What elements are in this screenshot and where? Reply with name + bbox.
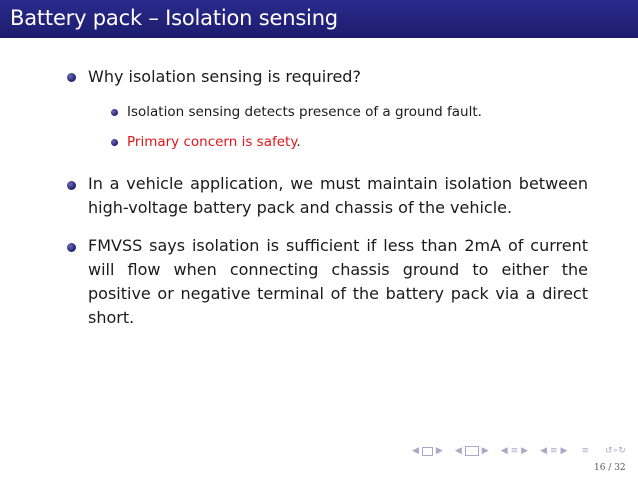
nav-right-icon[interactable]: ▶ bbox=[521, 446, 529, 456]
subbullet-2 bbox=[127, 132, 301, 152]
bullet-1-text: Why isolation sensing is required? bbox=[88, 67, 361, 86]
bullet-icon bbox=[67, 181, 76, 190]
nav-section-icon[interactable]: ≡ bbox=[510, 446, 519, 456]
nav-right-icon[interactable]: ▶ bbox=[481, 446, 489, 456]
subbullet-2-highlight: Primary concern is safety bbox=[127, 134, 297, 150]
subbullet-2-suffix: . bbox=[296, 134, 301, 150]
nav-left-icon[interactable]: ◀ bbox=[540, 446, 547, 456]
subbullet-icon bbox=[111, 109, 118, 116]
bullet-icon bbox=[67, 243, 76, 252]
navigation-bar bbox=[412, 446, 626, 456]
slide-title: Battery pack – Isolation sensing bbox=[10, 6, 338, 30]
title-bar bbox=[0, 0, 638, 38]
nav-left-icon[interactable]: ◀ bbox=[454, 446, 462, 456]
nav-right-icon[interactable]: ▶ bbox=[435, 446, 443, 456]
nav-left-icon[interactable]: ◀ bbox=[500, 446, 508, 456]
nav-document-icon[interactable]: ≡ bbox=[550, 446, 558, 456]
subbullet-icon bbox=[111, 139, 118, 146]
bullet-2-text: In a vehicle application, we must maintain isolation between high-voltage battery pack and chassis of the vehicle. bbox=[88, 174, 588, 217]
nav-frame-icon[interactable] bbox=[422, 447, 433, 456]
nav-subsection-icon[interactable] bbox=[465, 446, 479, 456]
nav-outline-icon[interactable]: ≡ bbox=[581, 446, 590, 456]
nav-left-icon[interactable]: ◀ bbox=[412, 446, 419, 456]
bullet-icon bbox=[67, 73, 76, 82]
bullet-3-text: FMVSS says isolation is sufficient if less than 2mA of current will flow when connecting chassis ground to either the positive or negative terminal of the battery pack via a direct short. bbox=[88, 236, 588, 327]
subbullet-1-text: Isolation sensing detects presence of a ground fault. bbox=[127, 104, 482, 120]
page-number: 16 / 32 bbox=[594, 463, 626, 473]
nav-right-icon[interactable]: ▶ bbox=[560, 446, 568, 456]
nav-search-icon[interactable]: ↺∘↻ bbox=[605, 446, 626, 456]
